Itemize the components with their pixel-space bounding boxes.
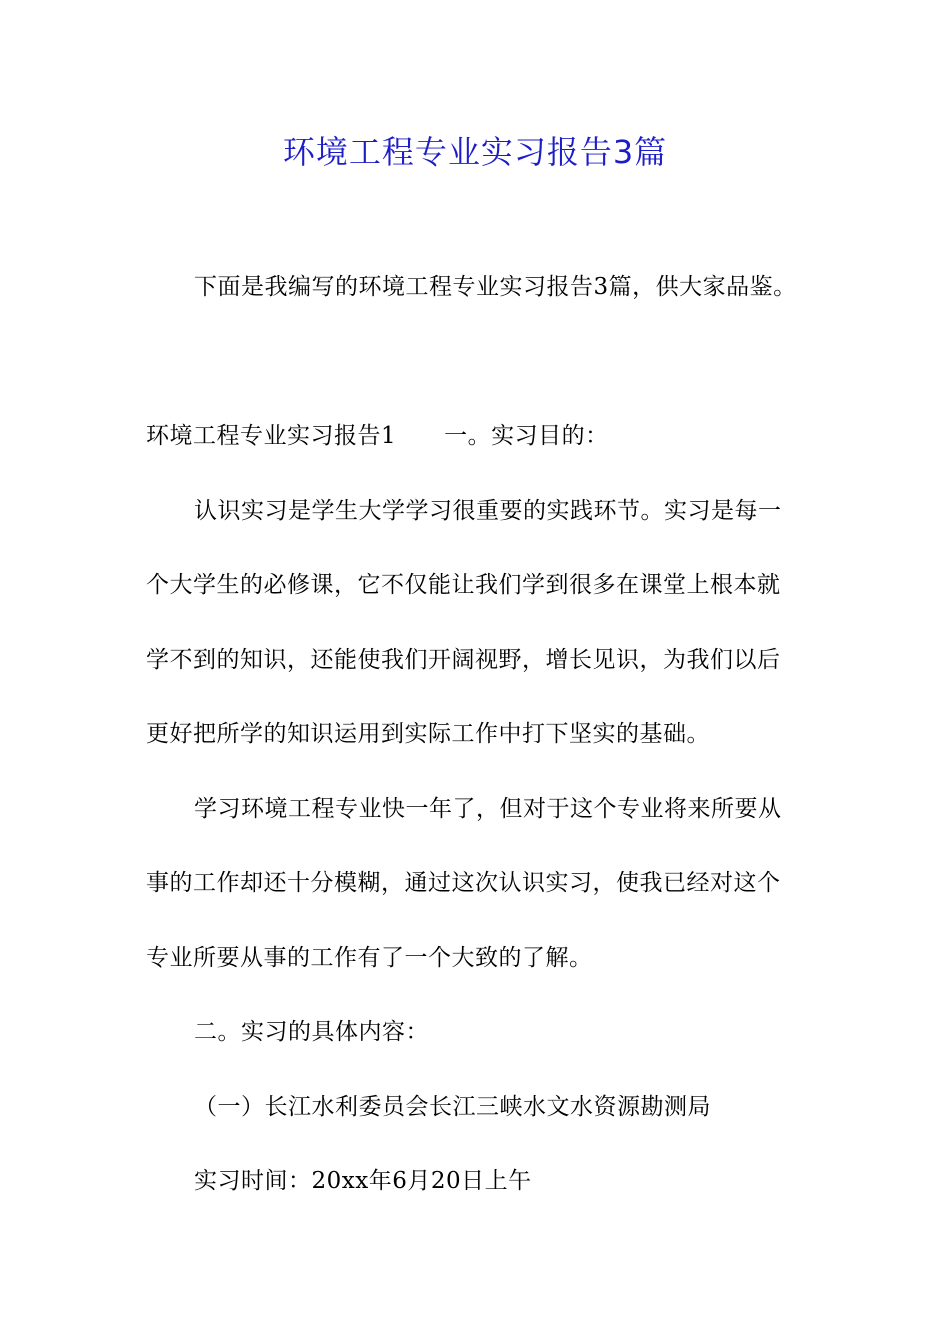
paragraph1-line: 个大学生的必修课，它不仅能让我们学到很多在课堂上根本就 xyxy=(146,572,781,598)
part2-heading: 二。实习的具体内容： xyxy=(194,1019,429,1045)
part-label: 一。实习目的： xyxy=(444,423,609,449)
paragraph1-line: 更好把所学的知识运用到实际工作中打下坚实的基础。 xyxy=(146,721,710,747)
report-label: 环境工程专业实习报告1 xyxy=(146,423,397,449)
paragraph1-line: 学不到的知识，还能使我们开阔视野，增长见识，为我们以后 xyxy=(146,647,781,673)
subsection-heading: （一）长江水利委员会长江三峡水文水资源勘测局 xyxy=(194,1094,711,1120)
paragraph2-line: 专业所要从事的工作有了一个大致的了解。 xyxy=(146,945,593,971)
paragraph2-line: 事的工作却还十分模糊，通过这次认识实习，使我已经对这个 xyxy=(146,870,781,896)
paragraph2-line: 学习环境工程专业快一年了，但对于这个专业将来所要从 xyxy=(194,796,782,822)
intro-paragraph: 下面是我编写的环境工程专业实习报告3篇，供大家品鉴。 xyxy=(194,274,797,300)
document-title: 环境工程专业实习报告3篇 xyxy=(282,133,668,171)
section-heading xyxy=(146,419,806,453)
practice-time: 实习时间：20xx年6月20日上午 xyxy=(194,1168,532,1194)
paragraph1-line: 认识实习是学生大学学习很重要的实践环节。实习是每一 xyxy=(194,498,782,524)
